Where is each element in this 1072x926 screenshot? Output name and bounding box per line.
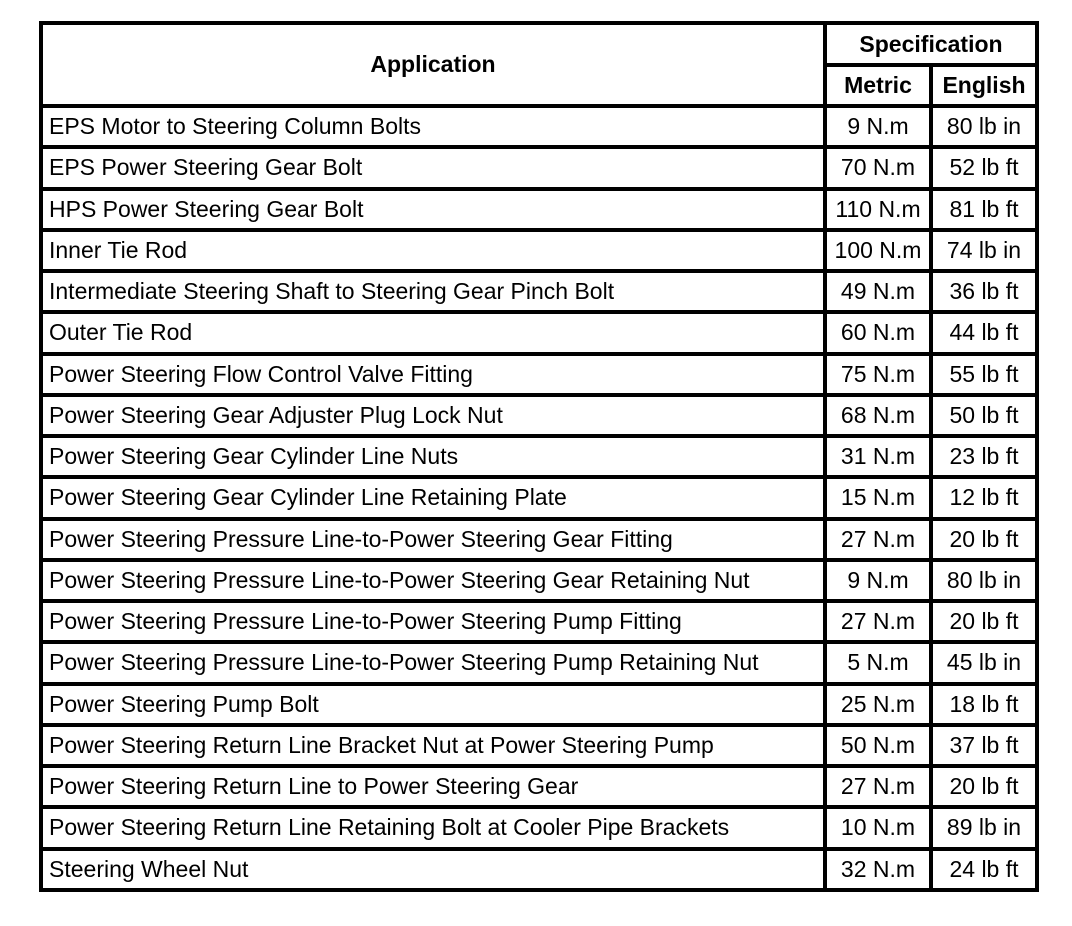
table-row xyxy=(41,147,1037,188)
metric-cell: 9 N.m xyxy=(825,106,931,147)
application-cell: Intermediate Steering Shaft to Steering Gear Pinch Bolt xyxy=(41,271,825,312)
application-cell: Power Steering Pressure Line-to-Power Steering Pump Fitting xyxy=(41,601,825,642)
english-cell: 80 lb in xyxy=(931,106,1037,147)
english-cell: 74 lb in xyxy=(931,230,1037,271)
table-row xyxy=(41,519,1037,560)
table-row xyxy=(41,477,1037,518)
table-row xyxy=(41,395,1037,436)
table-row xyxy=(41,354,1037,395)
english-cell: 36 lb ft xyxy=(931,271,1037,312)
application-cell: Power Steering Return Line Bracket Nut at Power Steering Pump xyxy=(41,725,825,766)
table-row xyxy=(41,642,1037,683)
table-row xyxy=(41,684,1037,725)
application-cell: Power Steering Return Line to Power Steering Gear xyxy=(41,766,825,807)
table-row xyxy=(41,807,1037,848)
table-row xyxy=(41,312,1037,353)
english-cell: 81 lb ft xyxy=(931,189,1037,230)
english-cell: 37 lb ft xyxy=(931,725,1037,766)
application-cell: EPS Motor to Steering Column Bolts xyxy=(41,106,825,147)
metric-cell: 15 N.m xyxy=(825,477,931,518)
table-row xyxy=(41,725,1037,766)
metric-cell: 27 N.m xyxy=(825,766,931,807)
english-cell: 24 lb ft xyxy=(931,849,1037,891)
english-cell: 52 lb ft xyxy=(931,147,1037,188)
application-cell: Power Steering Gear Cylinder Line Retaining Plate xyxy=(41,477,825,518)
metric-cell: 68 N.m xyxy=(825,395,931,436)
metric-cell: 9 N.m xyxy=(825,560,931,601)
application-cell: Outer Tie Rod xyxy=(41,312,825,353)
application-cell: Power Steering Pressure Line-to-Power Steering Gear Fitting xyxy=(41,519,825,560)
metric-cell: 32 N.m xyxy=(825,849,931,891)
english-header: English xyxy=(931,65,1037,106)
metric-cell: 31 N.m xyxy=(825,436,931,477)
metric-cell: 5 N.m xyxy=(825,642,931,683)
application-cell: HPS Power Steering Gear Bolt xyxy=(41,189,825,230)
metric-cell: 27 N.m xyxy=(825,601,931,642)
table-row xyxy=(41,436,1037,477)
table-row xyxy=(41,230,1037,271)
specification-header: Specification xyxy=(825,23,1037,65)
torque-specification-table xyxy=(39,21,1039,892)
metric-cell: 50 N.m xyxy=(825,725,931,766)
metric-cell: 25 N.m xyxy=(825,684,931,725)
application-cell: Power Steering Gear Adjuster Plug Lock Nut xyxy=(41,395,825,436)
application-cell: Power Steering Pressure Line-to-Power Steering Pump Retaining Nut xyxy=(41,642,825,683)
application-cell: Power Steering Return Line Retaining Bolt at Cooler Pipe Brackets xyxy=(41,807,825,848)
english-cell: 20 lb ft xyxy=(931,766,1037,807)
application-cell: Inner Tie Rod xyxy=(41,230,825,271)
table-row xyxy=(41,106,1037,147)
english-cell: 12 lb ft xyxy=(931,477,1037,518)
english-cell: 50 lb ft xyxy=(931,395,1037,436)
english-cell: 23 lb ft xyxy=(931,436,1037,477)
table-row xyxy=(41,271,1037,312)
application-cell: Power Steering Pressure Line-to-Power Steering Gear Retaining Nut xyxy=(41,560,825,601)
metric-cell: 100 N.m xyxy=(825,230,931,271)
metric-cell: 75 N.m xyxy=(825,354,931,395)
application-cell: Power Steering Pump Bolt xyxy=(41,684,825,725)
table-row xyxy=(41,560,1037,601)
english-cell: 80 lb in xyxy=(931,560,1037,601)
metric-cell: 10 N.m xyxy=(825,807,931,848)
application-cell: Steering Wheel Nut xyxy=(41,849,825,891)
table-row xyxy=(41,601,1037,642)
english-cell: 44 lb ft xyxy=(931,312,1037,353)
table-row xyxy=(41,189,1037,230)
english-cell: 45 lb in xyxy=(931,642,1037,683)
metric-header: Metric xyxy=(825,65,931,106)
metric-cell: 70 N.m xyxy=(825,147,931,188)
english-cell: 18 lb ft xyxy=(931,684,1037,725)
english-cell: 20 lb ft xyxy=(931,601,1037,642)
english-cell: 20 lb ft xyxy=(931,519,1037,560)
metric-cell: 49 N.m xyxy=(825,271,931,312)
metric-cell: 60 N.m xyxy=(825,312,931,353)
application-header: Application xyxy=(41,23,825,106)
table-row xyxy=(41,849,1037,891)
application-cell: EPS Power Steering Gear Bolt xyxy=(41,147,825,188)
metric-cell: 27 N.m xyxy=(825,519,931,560)
application-cell: Power Steering Flow Control Valve Fitting xyxy=(41,354,825,395)
metric-cell: 110 N.m xyxy=(825,189,931,230)
english-cell: 55 lb ft xyxy=(931,354,1037,395)
table-body xyxy=(41,106,1037,890)
application-cell: Power Steering Gear Cylinder Line Nuts xyxy=(41,436,825,477)
english-cell: 89 lb in xyxy=(931,807,1037,848)
table-row xyxy=(41,766,1037,807)
